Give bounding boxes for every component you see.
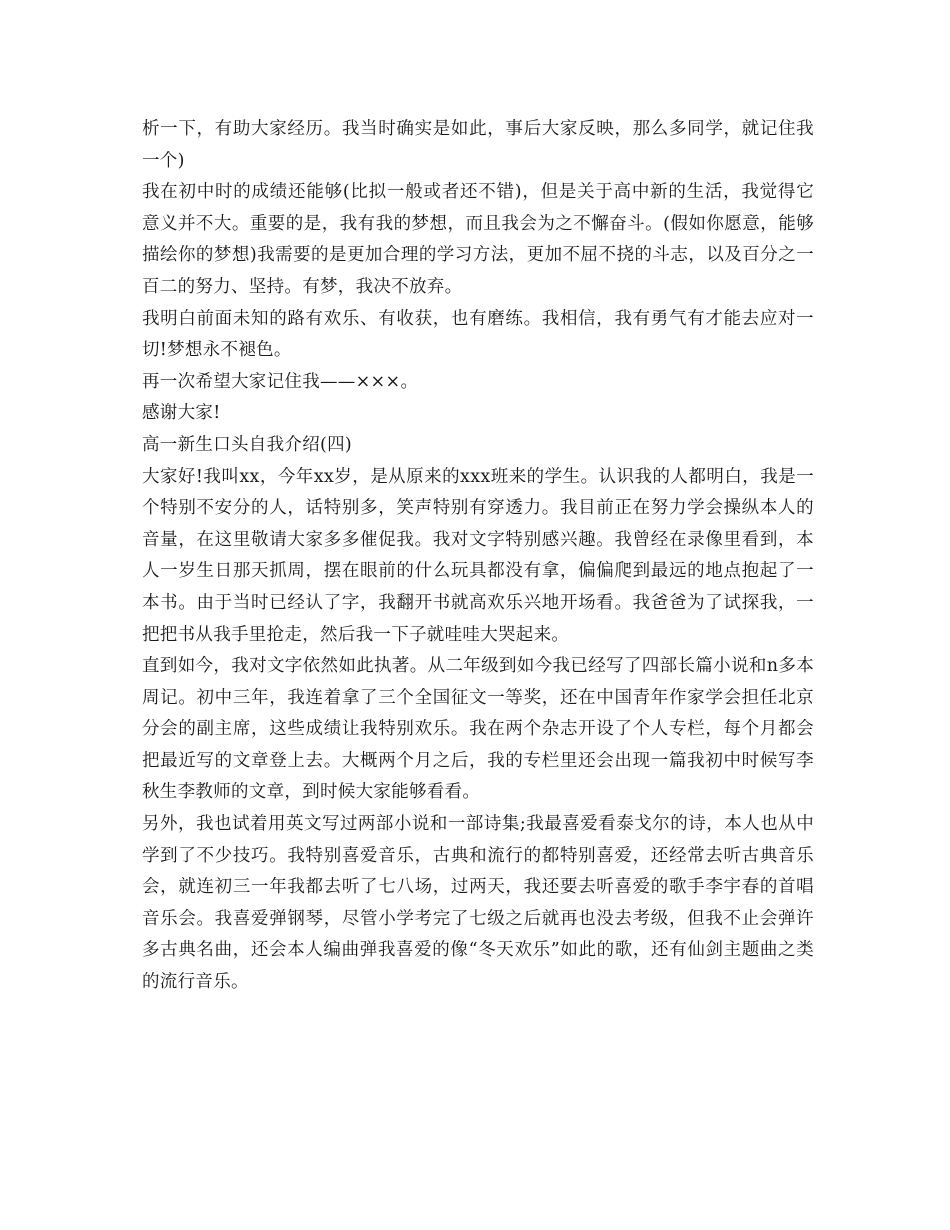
section-heading: 高一新生口头自我介绍(四): [142, 434, 353, 455]
paragraph: 直到如今，我对文字依然如此执著。从二年级到如今我已经写了四部长篇小说和n多本周记。初中三年，我连着拿了三个全国征文一等奖，还在中国青年作家学会担任北京分会的副主席，这些成绩让我特别欢乐。我在两个杂志开设了个人专栏，每个月都会把最近写的文章登上去。大概两个月之后，我的专栏里还会出现一篇我初中时候写李秋生李教师的文章，到时候大家能够看看。: [142, 656, 814, 803]
paragraph: 另外，我也试着用英文写过两部小说和一部诗集;我最喜爱看泰戈尔的诗，本人也从中学到了不少技巧。我特别喜爱音乐，古典和流行的都特别喜爱，还经常去听古典音乐会，就连初三一年我都去听了七八场，过两天，我还要去听喜爱的歌手李宇春的首唱音乐会。我喜爱弹钢琴，尽管小学考完了七级之后就再也没去考级，但我不止会弹许多古典名曲，还会本人编曲弹我喜爱的像“冬天欢乐”如此的歌，还有仙剑主题曲之类的流行音乐。: [142, 814, 814, 993]
paragraph: 我在初中时的成绩还能够(比拟一般或者还不错)，但是关于高中新的生活，我觉得它意义并不大。重要的是，我有我的梦想，而且我会为之不懈奋斗。(假如你愿意，能够描绘你的梦想)我需要的是更加合理的学习方法，更加不屈不挠的斗志，以及百分之一百二的努力、坚持。有梦，我决不放弃。: [142, 182, 814, 297]
paragraph: 感谢大家!: [142, 403, 221, 424]
paragraph: 析一下，有助大家经历。我当时确实是如此，事后大家反映，那么多同学，就记住我一个): [142, 119, 814, 171]
paragraph: 大家好!我叫xx，今年xx岁，是从原来的xxx班来的学生。认识我的人都明白，我是一个特别不安分的人，话特别多，笑声特别有穿透力。我目前正在努力学会操纵本人的音量，在这里敬请大家多多催促我。我对文字特别感兴趣。我曾经在录像里看到，本人一岁生日那天抓周，摆在眼前的什么玩具都没有拿，偏偏爬到最远的地点抱起了一本书。由于当时已经认了字，我翻开书就高欢乐兴地开场看。我爸爸为了试探我，一把把书从我手里抢走，然后我一下子就哇哇大哭起来。: [142, 466, 814, 645]
paragraph: 再一次希望大家记住我——×××。: [142, 371, 419, 392]
document-body: [142, 114, 814, 999]
paragraph: 我明白前面未知的路有欢乐、有收获，也有磨练。我相信，我有勇气有才能去应对一切!梦想永不褪色。: [142, 308, 814, 361]
